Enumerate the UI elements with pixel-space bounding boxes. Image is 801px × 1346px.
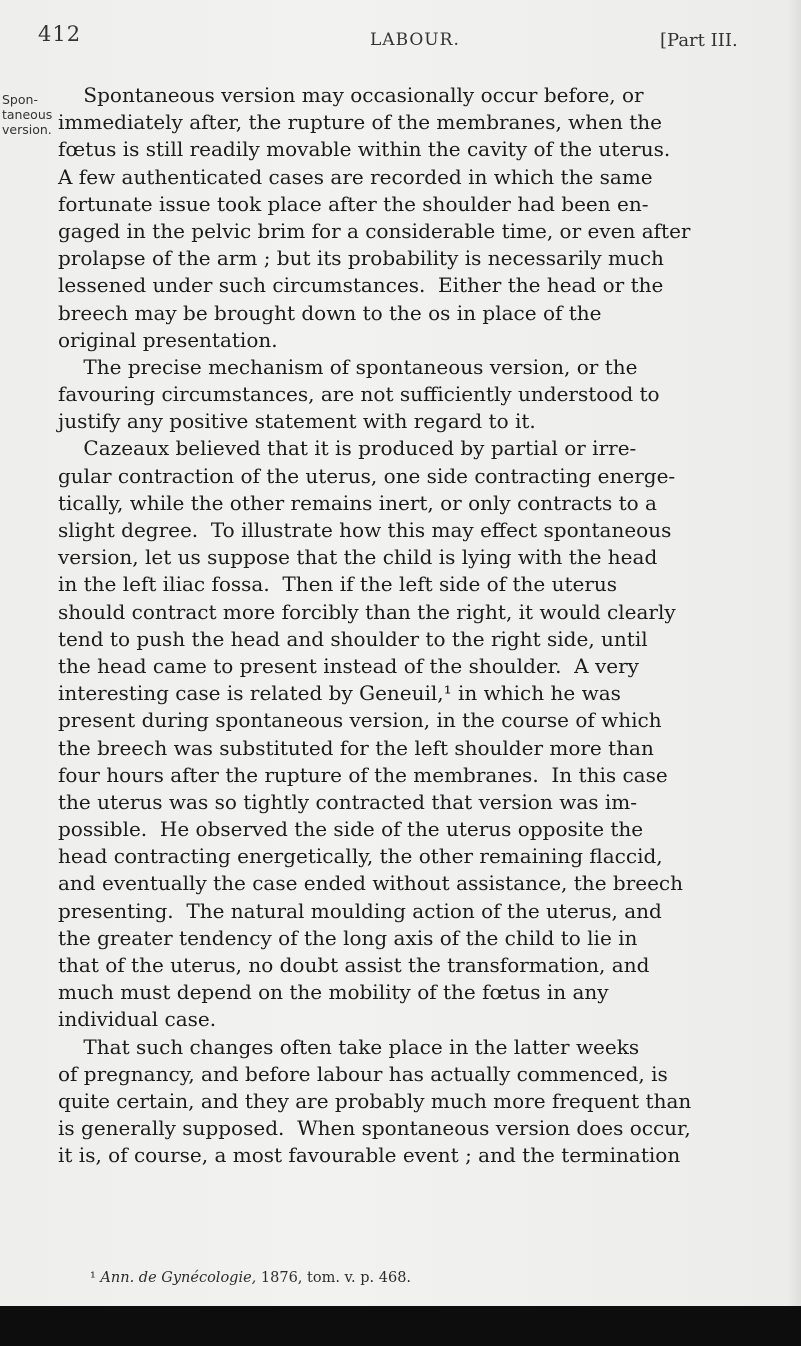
text-line: present during spontaneous version, in the course of which	[58, 708, 662, 733]
text-line: and eventually the case ended without assistance, the breech	[58, 871, 683, 896]
text-line: justify any positive statement with regard to it.	[58, 409, 536, 434]
text-line: That such changes often take place in the latter weeks	[58, 1034, 640, 1059]
margin-note-line: Spon-	[2, 92, 38, 107]
text-line: original presentation.	[58, 327, 278, 352]
text-line: the breech was substituted for the left shoulder more than	[58, 735, 654, 760]
text-line: A few authenticated cases are recorded in which the same	[58, 164, 653, 189]
text-line: version, let us suppose that the child is lying with the head	[58, 545, 658, 570]
footnote-source: Ann. de Gynécologie,	[100, 1270, 257, 1286]
text-line: four hours after the rupture of the membranes. In this case	[58, 762, 668, 787]
text-line: is generally supposed. When spontaneous version does occur,	[58, 1116, 691, 1141]
text-line: that of the uterus, no doubt assist the transformation, and	[58, 953, 650, 977]
text-line: the head came to present instead of the shoulder. A very	[58, 653, 639, 678]
text-line: tend to push the head and shoulder to the right side, until	[58, 626, 648, 651]
text-line: possible. He observed the side of the uterus opposite the	[58, 817, 644, 842]
part-label: [Part III.	[660, 30, 738, 51]
text-line: breech may be brought down to the os in place of the	[58, 300, 602, 325]
text-line: of pregnancy, and before labour has actually commenced, is	[58, 1061, 668, 1086]
text-line: the uterus was so tightly contracted that version was im-	[58, 789, 637, 814]
text-line: quite certain, and they are probably much more frequent than	[58, 1088, 692, 1113]
footnote-details: 1876, tom. v. p. 468.	[256, 1270, 412, 1286]
footnote	[90, 1270, 790, 1286]
text-line: interesting case is related by Geneuil,¹ in which he was	[58, 681, 621, 706]
text-line: the greater tendency of the long axis of the child to lie in	[58, 925, 638, 950]
text-line: lessened under such circumstances. Either the head or the	[58, 273, 664, 298]
text-line: favouring circumstances, are not sufficiently understood to	[58, 382, 660, 407]
text-line: head contracting energetically, the other remaining flaccid,	[58, 844, 663, 869]
text-line: prolapse of the arm ; but its probability is necessarily much	[58, 246, 664, 271]
scan-bottom-border	[0, 1306, 801, 1346]
text-line: individual case.	[58, 1007, 217, 1032]
text-line: gaged in the pelvic brim for a considerable time, or even after	[58, 218, 691, 243]
text-line: should contract more forcibly than the right, it would clearly	[58, 599, 676, 624]
page-number: 412	[38, 22, 82, 46]
text-line: in the left iliac fossa. Then if the left side of the uterus	[58, 572, 618, 597]
text-line: it is, of course, a most favourable event ; and the termination	[58, 1143, 681, 1168]
text-line: fortunate issue took place after the shoulder had been en-	[58, 191, 649, 216]
text-line: slight degree. To illustrate how this may effect spontaneous	[58, 518, 672, 542]
text-line: fœtus is still readily movable within the cavity of the uterus.	[58, 137, 671, 162]
text-line: gular contraction of the uterus, one side contracting energe-	[58, 463, 676, 488]
margin-note-line: taneous	[2, 107, 53, 122]
page-edge-shadow	[787, 0, 801, 1306]
margin-note-line: version.	[2, 122, 52, 137]
text-line: Spontaneous version may occasionally occur before, or	[58, 83, 644, 107]
footnote-marker: ¹	[90, 1270, 101, 1286]
body-text	[58, 82, 788, 1170]
running-head: LABOUR.	[370, 30, 460, 50]
text-line: Cazeaux believed that it is produced by partial or irre-	[58, 436, 637, 461]
text-line: presenting. The natural moulding action of the uterus, and	[58, 898, 662, 923]
text-line: tically, while the other remains inert, or only contracts to a	[58, 490, 657, 515]
text-line: The precise mechanism of spontaneous version, or the	[58, 354, 638, 379]
text-line: immediately after, the rupture of the membranes, when the	[58, 110, 663, 135]
margin-note	[2, 92, 54, 137]
text-line: much must depend on the mobility of the fœtus in any	[58, 980, 609, 1005]
